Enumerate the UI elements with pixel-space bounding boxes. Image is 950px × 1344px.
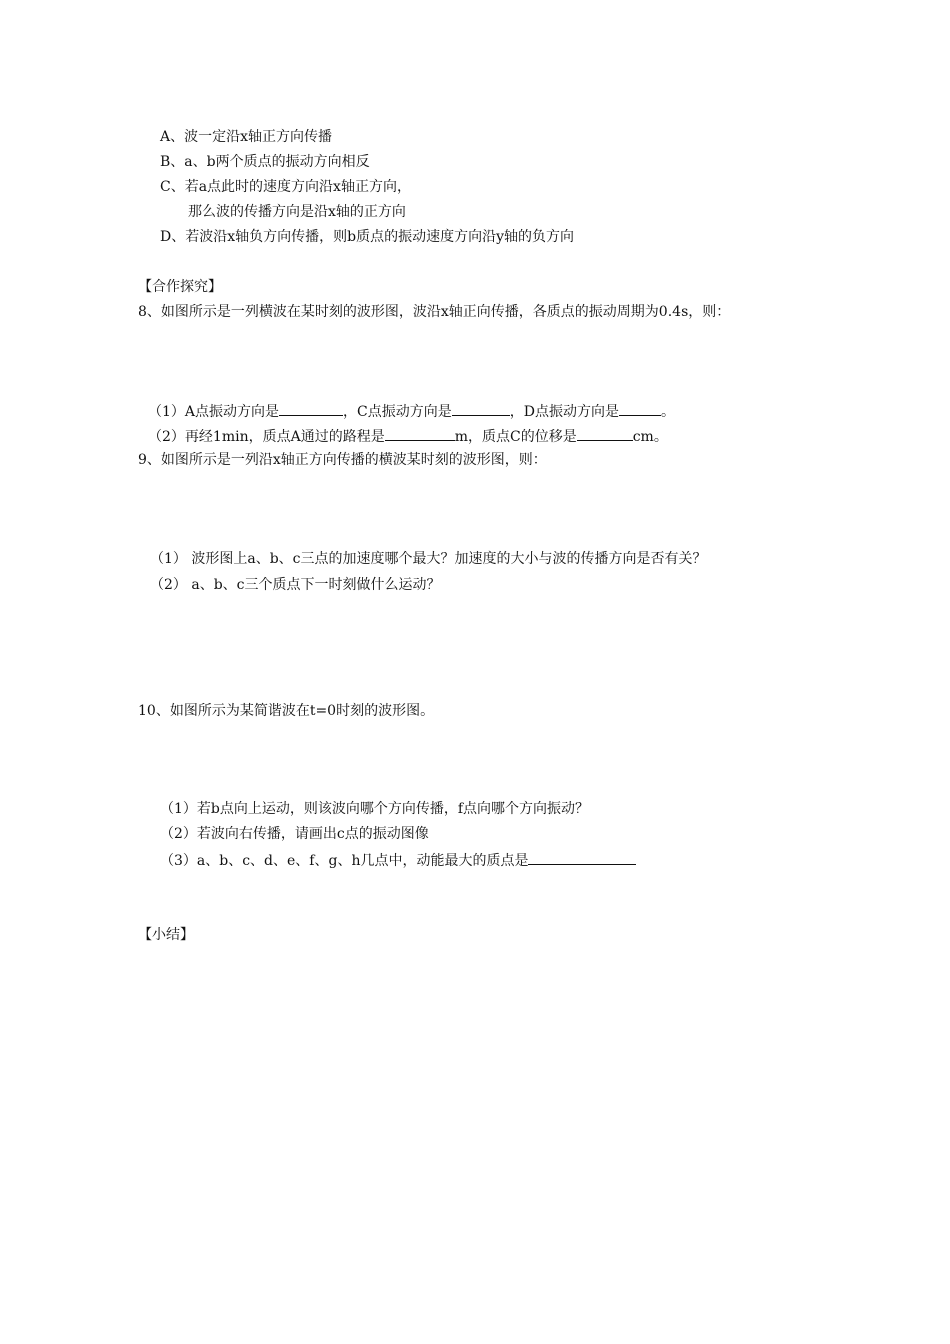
question-10-part-1: （1）若b点向上运动，则该波向哪个方向传播，f点向哪个方向振动？	[160, 801, 590, 817]
q8-p1-text-a: （1）A点振动方向是	[148, 404, 280, 420]
question-10-part-2: （2）若波向右传播，请画出c点的振动图像	[160, 826, 429, 842]
answer-blank-a-direction[interactable]	[279, 401, 343, 416]
q10-p3-text: （3）a、b、c、d、e、f、g、h几点中，动能最大的质点是	[160, 853, 529, 869]
answer-blank-distance[interactable]	[385, 426, 455, 441]
option-d: D、若波沿x轴负方向传播，则b质点的振动速度方向沿y轴的负方向	[160, 229, 574, 245]
question-8-part-2	[148, 426, 668, 446]
option-a: A、波一定沿x轴正方向传播	[160, 129, 333, 145]
q8-p2-text-a: （2）再经1min，质点A通过的路程是	[148, 429, 385, 445]
q8-p2-text-c: cm。	[632, 429, 668, 445]
option-b: B、a、b两个质点的振动方向相反	[160, 154, 370, 170]
answer-blank-c-direction[interactable]	[452, 401, 510, 416]
answer-blank-d-direction[interactable]	[619, 401, 661, 416]
question-10-stem: 10、如图所示为某简谐波在t=0时刻的波形图。	[138, 703, 435, 719]
q8-p1-text-d: 。	[660, 404, 675, 420]
question-10-part-3	[160, 850, 636, 870]
q8-p1-text-c: ，D点振动方向是	[509, 404, 619, 420]
option-c-line1: C、若a点此时的速度方向沿x轴正方向，	[160, 179, 411, 195]
answer-blank-max-kinetic[interactable]	[528, 850, 636, 865]
question-9-part-1: （1） 波形图上a、b、c三点的加速度哪个最大？加速度的大小与波的传播方向是否有关？	[150, 551, 707, 567]
q8-p1-text-b: ，C点振动方向是	[343, 404, 452, 420]
question-8-part-1	[148, 401, 675, 421]
question-9-part-2: （2） a、b、c三个质点下一时刻做什么运动？	[150, 577, 441, 593]
question-8-stem: 8、如图所示是一列横波在某时刻的波形图，波沿x轴正向传播，各质点的振动周期为0.4s，则：	[138, 304, 731, 320]
q8-p2-text-b: m，质点C的位移是	[454, 429, 577, 445]
answer-blank-displacement[interactable]	[577, 426, 633, 441]
section-heading-cooperate: 【合作探究】	[138, 279, 222, 295]
question-9-stem: 9、如图所示是一列沿x轴正方向传播的横波某时刻的波形图，则：	[138, 452, 547, 468]
option-c-line2: 那么波的传播方向是沿x轴的正方向	[188, 204, 406, 220]
section-heading-summary: 【小结】	[138, 927, 194, 943]
